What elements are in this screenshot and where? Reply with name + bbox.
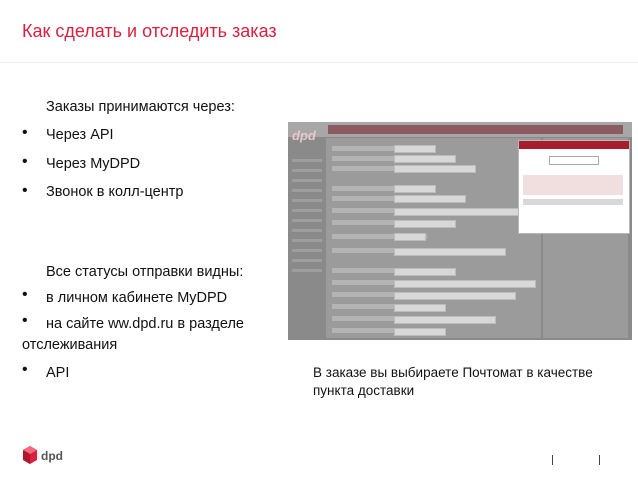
section1-heading: Заказы принимаются через: [46,99,235,115]
logo-text: dpd [41,449,63,463]
slide-title: Как сделать и отследить заказ [22,21,277,41]
bullet-icon: • [22,153,28,170]
list-item-continuation: отслеживания [22,337,118,353]
list-item: Через MyDPD [46,156,141,172]
footer-divider [599,455,600,465]
title-divider [0,62,638,63]
order-form-screenshot [288,122,632,340]
dpd-logo-icon: dpd [292,128,316,143]
list-item: API [46,365,70,381]
section2-heading: Все статусы отправки видны: [46,264,244,280]
list-item: на сайте ww.dpd.ru в разделе [46,316,244,332]
footer-divider [552,455,553,465]
list-item: Через API [46,127,114,143]
list-item: Звонок в колл-центр [46,184,184,200]
bullet-icon: • [22,361,28,378]
dpd-logo [22,444,66,468]
bullet-icon: • [22,286,28,303]
list-item: в личном кабинете MyDPD [46,290,228,306]
pickup-point-dialog [518,140,630,234]
bullet-icon: • [22,124,28,141]
bullet-icon: • [22,182,28,199]
screenshot-caption: В заказе вы выбираете Почтомат в качестве пункта доставки [313,365,593,398]
bullet-icon: • [22,312,28,329]
